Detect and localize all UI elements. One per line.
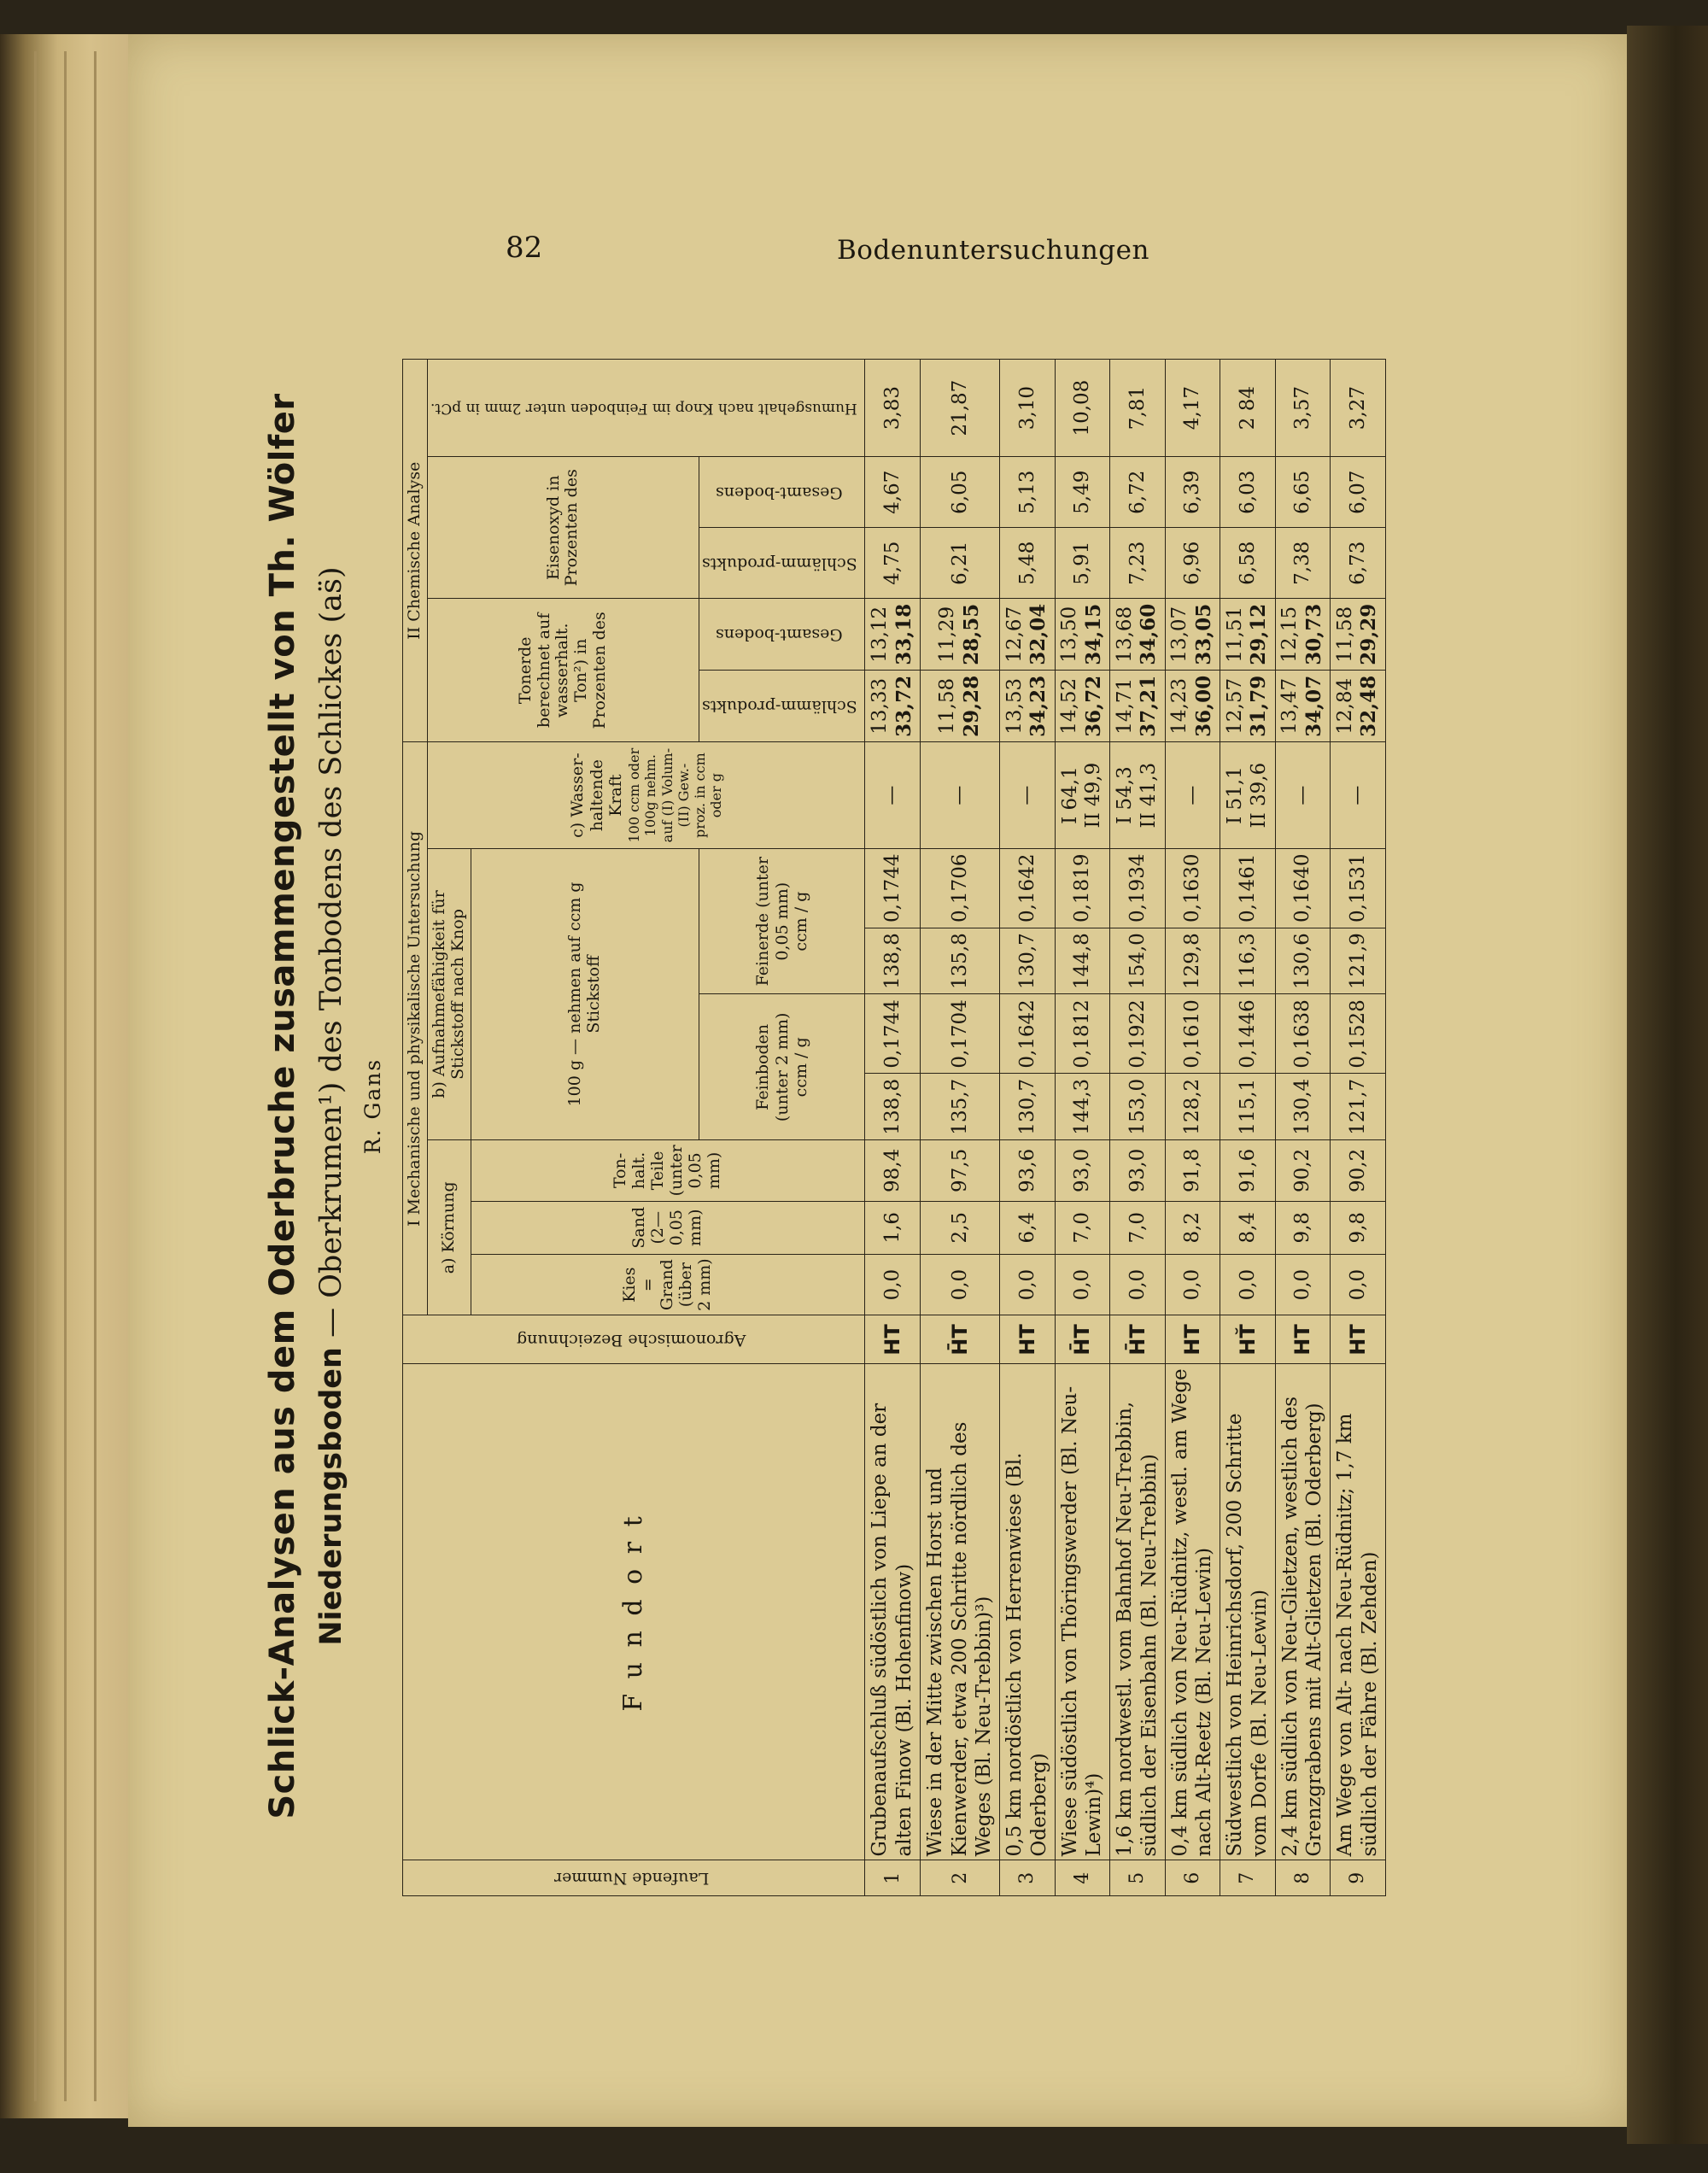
cell-eisen-gesamt: 6,72 xyxy=(1110,457,1166,528)
cell-fb-ccm: 138,8 xyxy=(865,1074,921,1140)
table-row xyxy=(865,360,921,1896)
tonerde-value: 12,57 xyxy=(1223,677,1246,735)
col-fundort: F u n d o r t xyxy=(403,1364,865,1860)
cell-tonerde-schlamm xyxy=(1165,671,1220,742)
wasser-gewicht: II 41,3 xyxy=(1137,762,1160,829)
table-row xyxy=(1331,360,1386,1896)
cell-tonerde-gesamt xyxy=(1275,599,1331,671)
cell-ton: 97,5 xyxy=(920,1140,999,1201)
cell-ton: 91,6 xyxy=(1220,1140,1276,1201)
cell-humus: 3,27 xyxy=(1331,360,1386,457)
cell-wasser xyxy=(1000,742,1056,849)
group-II-header: II Chemische Analyse xyxy=(403,360,428,742)
running-head: Bodenuntersuchungen xyxy=(837,235,1149,266)
cell-tonerde-schlamm xyxy=(1000,671,1056,742)
table-row xyxy=(1000,360,1056,1896)
tonerde-bold-value: 28,55 xyxy=(959,603,983,665)
page-edge-line xyxy=(34,51,37,2101)
cell-fb-g: 0,1812 xyxy=(1055,994,1110,1074)
author: R. Gans xyxy=(360,1057,385,1155)
tonerde-value: 13,53 xyxy=(1003,677,1026,735)
feinerde-header: Feinerde (unter 0,05 mm) ccm / g xyxy=(699,848,865,994)
cell-wasser xyxy=(865,742,921,849)
cell-fundort: Grubenaufschluß südöstlich von Liepe an der alten Finow (Bl. Hohenfinow) xyxy=(865,1364,921,1860)
cell-tonerde-gesamt xyxy=(865,599,921,671)
tonerde-bold-value: 32,04 xyxy=(1027,603,1050,665)
tonerde-value: 14,23 xyxy=(1168,677,1191,735)
cell-kies: 0,0 xyxy=(1110,1254,1166,1315)
tonerde-value: 11,51 xyxy=(1223,606,1246,663)
cell-fundort: Am Wege von Alt- nach Neu-Rüdnitz; 1,7 km südlich der Fähre (Bl. Zehden) xyxy=(1331,1364,1386,1860)
cell-tonerde-schlamm xyxy=(865,671,921,742)
cell-wasser xyxy=(1275,742,1331,849)
cell-sand: 9,8 xyxy=(1331,1201,1386,1254)
cell-eisen-schlamm: 6,58 xyxy=(1220,528,1276,599)
table-row xyxy=(1110,360,1166,1896)
table-row xyxy=(1055,360,1110,1896)
cell-wasser xyxy=(1331,742,1386,849)
cell-fe-ccm: 138,8 xyxy=(865,928,921,994)
cell-code: HT xyxy=(1331,1315,1386,1364)
cell-eisen-schlamm: 6,73 xyxy=(1331,528,1386,599)
cell-fb-ccm: 115,1 xyxy=(1220,1074,1276,1140)
cell-tonerde-schlamm xyxy=(1275,671,1331,742)
feinboden-header: Feinboden (unter 2 mm) ccm / g xyxy=(699,994,865,1140)
cell-eisen-schlamm: 6,96 xyxy=(1165,528,1220,599)
cell-n: 4 xyxy=(1055,1860,1110,1896)
eisen-schlamm-header: Schlämm-produkts xyxy=(699,528,865,599)
cell-tonerde-schlamm xyxy=(1220,671,1276,742)
b-aufnahme-header: b) Aufnahmefähigkeit für Stickstoff nach Knop xyxy=(427,848,471,1139)
wasser-volum: I 51,1 xyxy=(1224,766,1247,824)
tonerde-value: 12,84 xyxy=(1333,677,1356,735)
cell-fb-ccm: 130,4 xyxy=(1275,1074,1331,1140)
wasser-volum: — xyxy=(948,785,971,805)
tonerde-value: 11,58 xyxy=(936,677,958,735)
cell-tonerde-gesamt xyxy=(920,599,999,671)
col-laufende-nummer: Laufende Nummer xyxy=(403,1860,865,1896)
eisen-gesamt-header: Gesamt-bodens xyxy=(699,457,865,528)
cell-fb-ccm: 153,0 xyxy=(1110,1074,1166,1140)
table-row xyxy=(1220,360,1276,1896)
cell-kies: 0,0 xyxy=(1220,1254,1276,1315)
tonerde-value: 12,67 xyxy=(1003,606,1026,663)
cell-code: H̄T xyxy=(920,1315,999,1364)
cell-fundort: 0,5 km nordöstlich von Herrenwiese (Bl. Oderberg) xyxy=(1000,1364,1056,1860)
tonerde-value: 11,29 xyxy=(936,606,958,663)
cell-code: HT xyxy=(1165,1315,1220,1364)
cell-sand: 7,0 xyxy=(1055,1201,1110,1254)
cell-eisen-schlamm: 7,38 xyxy=(1275,528,1331,599)
cell-eisen-gesamt: 5,13 xyxy=(1000,457,1056,528)
wasser-gewicht: II 39,6 xyxy=(1247,762,1270,829)
kies-header: Kies = Grand (über 2 mm) xyxy=(471,1254,865,1315)
cell-tonerde-schlamm xyxy=(1331,671,1386,742)
wasser-volum: — xyxy=(1346,785,1369,805)
tonerde-bold-value: 29,28 xyxy=(959,675,983,737)
cell-code: HT xyxy=(1275,1315,1331,1364)
cell-fe-ccm: 144,8 xyxy=(1055,928,1110,994)
cell-fe-ccm: 116,3 xyxy=(1220,928,1276,994)
sand-header: Sand (2— 0,05 mm) xyxy=(471,1201,865,1254)
cell-kies: 0,0 xyxy=(1275,1254,1331,1315)
cell-fundort: Südwestlich von Heinrichsdorf, 200 Schritte vom Dorfe (Bl. Neu-Lewin) xyxy=(1220,1364,1276,1860)
cell-ton: 98,4 xyxy=(865,1140,921,1201)
cell-n: 8 xyxy=(1275,1860,1331,1896)
tonerde-bold-value: 34,23 xyxy=(1027,675,1050,737)
cell-kies: 0,0 xyxy=(865,1254,921,1315)
cell-humus: 7,81 xyxy=(1110,360,1166,457)
wasser-gewicht: II 49,9 xyxy=(1082,762,1105,829)
cell-humus: 3,83 xyxy=(865,360,921,457)
cell-fe-g: 0,1706 xyxy=(920,848,999,928)
table-row xyxy=(920,360,999,1896)
tonerde-gesamt-header: Gesamt-bodens xyxy=(699,599,865,671)
cell-sand: 1,6 xyxy=(865,1201,921,1254)
wasser-volum: — xyxy=(1290,785,1313,805)
cell-eisen-schlamm: 4,75 xyxy=(865,528,921,599)
tonerde-bold-value: 33,18 xyxy=(892,603,915,665)
cell-humus: 2 84 xyxy=(1220,360,1276,457)
tonerde-value: 11,58 xyxy=(1333,606,1356,663)
tonerde-bold-value: 34,07 xyxy=(1301,675,1325,737)
wasser-volum: I 54,3 xyxy=(1114,766,1137,824)
b-subheader: 100 g — nehmen auf ccm g Stickstoff xyxy=(471,848,699,1139)
cell-tonerde-schlamm xyxy=(920,671,999,742)
cell-fb-g: 0,1446 xyxy=(1220,994,1276,1074)
cell-fb-g: 0,1642 xyxy=(1000,994,1056,1074)
cell-kies: 0,0 xyxy=(1165,1254,1220,1315)
cell-fe-g: 0,1630 xyxy=(1165,848,1220,928)
cell-wasser xyxy=(1220,742,1276,849)
cell-wasser xyxy=(1055,742,1110,849)
cell-tonerde-gesamt xyxy=(1220,599,1276,671)
cell-ton: 90,2 xyxy=(1275,1140,1331,1201)
cell-fundort: 0,4 km südlich von Neu-Rüdnitz, westl. am Wege nach Alt-Reetz (Bl. Neu-Lewin) xyxy=(1165,1364,1220,1860)
tonerde-bold-value: 37,21 xyxy=(1137,675,1161,737)
cell-humus: 10,08 xyxy=(1055,360,1110,457)
cell-humus: 3,10 xyxy=(1000,360,1056,457)
wasser-volum: — xyxy=(1015,785,1038,805)
tonerde-value: 13,50 xyxy=(1058,606,1081,663)
table-subtitle xyxy=(314,316,348,1896)
cell-code: H̄T xyxy=(1055,1315,1110,1364)
tonerde-value: 14,52 xyxy=(1058,677,1081,735)
tonerde-bold-value: 34,15 xyxy=(1081,603,1105,665)
cell-kies: 0,0 xyxy=(1331,1254,1386,1315)
table-row xyxy=(1165,360,1220,1896)
cell-wasser xyxy=(1110,742,1166,849)
tonerde-bold-value: 33,05 xyxy=(1191,603,1215,665)
cell-fe-g: 0,1531 xyxy=(1331,848,1386,928)
cell-eisen-gesamt: 6,03 xyxy=(1220,457,1276,528)
cell-fe-g: 0,1819 xyxy=(1055,848,1110,928)
cell-tonerde-schlamm xyxy=(1055,671,1110,742)
cell-ton: 93,6 xyxy=(1000,1140,1056,1201)
cell-fb-g: 0,1744 xyxy=(865,994,921,1074)
page-edge-line xyxy=(94,51,97,2101)
cell-fb-g: 0,1922 xyxy=(1110,994,1166,1074)
cell-n: 7 xyxy=(1220,1860,1276,1896)
table-row xyxy=(1275,360,1331,1896)
cell-fe-ccm: 135,8 xyxy=(920,928,999,994)
col-agronomische: Agronomische Bezeichnung xyxy=(403,1315,865,1364)
cell-n: 5 xyxy=(1110,1860,1166,1896)
cell-wasser xyxy=(920,742,999,849)
cell-fb-g: 0,1638 xyxy=(1275,994,1331,1074)
tonerde-value: 13,47 xyxy=(1278,677,1301,735)
cell-fb-g: 0,1704 xyxy=(920,994,999,1074)
cell-n: 2 xyxy=(920,1860,999,1896)
cell-eisen-schlamm: 5,48 xyxy=(1000,528,1056,599)
tonerde-header: Tonerde berechnet auf wasserhalt. Ton²) in Prozenten des xyxy=(427,599,699,742)
cell-sand: 9,8 xyxy=(1275,1201,1331,1254)
cell-fb-ccm: 144,3 xyxy=(1055,1074,1110,1140)
tonerde-bold-value: 30,73 xyxy=(1301,603,1325,665)
tonerde-bold-value: 29,29 xyxy=(1357,603,1381,665)
cell-fe-g: 0,1461 xyxy=(1220,848,1276,928)
cell-wasser xyxy=(1165,742,1220,849)
cell-ton: 90,2 xyxy=(1331,1140,1386,1201)
cell-tonerde-gesamt xyxy=(1331,599,1386,671)
tonerde-schlamm-header: Schlämm-produkts xyxy=(699,671,865,742)
eisenoxyd-header: Eisenoxyd in Prozenten des xyxy=(427,457,699,599)
cell-humus: 21,87 xyxy=(920,360,999,457)
tonerde-bold-value: 29,12 xyxy=(1247,603,1271,665)
cell-fb-g: 0,1528 xyxy=(1331,994,1386,1074)
wasser-volum: — xyxy=(1180,785,1203,805)
cell-fb-ccm: 121,7 xyxy=(1331,1074,1386,1140)
cell-fundort: Wiese südöstlich von Thöringswerder (Bl. Neu-Lewin)⁴) xyxy=(1055,1364,1110,1860)
analysis-table xyxy=(402,359,1386,1896)
table-body xyxy=(865,360,1385,1896)
c-wasser-header: c) Wasser-haltende Kraft 100 ccm oder 100g nehm. auf (I) Volum- (II) Gew.- proz. in ccm oder g xyxy=(427,742,865,849)
cell-tonerde-schlamm xyxy=(1110,671,1166,742)
cell-fe-g: 0,1640 xyxy=(1275,848,1331,928)
tonerde-bold-value: 33,72 xyxy=(892,675,915,737)
cell-kies: 0,0 xyxy=(920,1254,999,1315)
tonerde-value: 13,07 xyxy=(1168,606,1191,663)
tonerde-bold-value: 31,79 xyxy=(1247,675,1271,737)
cell-ton: 91,8 xyxy=(1165,1140,1220,1201)
tonerde-bold-value: 36,72 xyxy=(1081,675,1105,737)
cell-eisen-gesamt: 5,49 xyxy=(1055,457,1110,528)
cell-fe-ccm: 154,0 xyxy=(1110,928,1166,994)
cell-n: 3 xyxy=(1000,1860,1056,1896)
cell-sand: 7,0 xyxy=(1110,1201,1166,1254)
wasser-volum: — xyxy=(880,785,904,805)
cell-fe-ccm: 129,8 xyxy=(1165,928,1220,994)
cell-sand: 2,5 xyxy=(920,1201,999,1254)
tonerde-value: 12,15 xyxy=(1278,606,1301,663)
cell-eisen-gesamt: 4,67 xyxy=(865,457,921,528)
cell-fe-g: 0,1642 xyxy=(1000,848,1056,928)
cell-fe-ccm: 130,7 xyxy=(1000,928,1056,994)
cell-tonerde-gesamt xyxy=(1165,599,1220,671)
cell-fb-g: 0,1610 xyxy=(1165,994,1220,1074)
cell-eisen-schlamm: 7,23 xyxy=(1110,528,1166,599)
cell-fb-ccm: 128,2 xyxy=(1165,1074,1220,1140)
cell-code: HT xyxy=(1000,1315,1056,1364)
cell-fundort: 1,6 km nordwestl. vom Bahnhof Neu-Trebbin, südlich der Eisenbahn (Bl. Neu-Trebbin) xyxy=(1110,1364,1166,1860)
cell-fe-g: 0,1934 xyxy=(1110,848,1166,928)
cell-tonerde-gesamt xyxy=(1055,599,1110,671)
rotated-table-block xyxy=(256,316,1520,1896)
cell-humus: 3,57 xyxy=(1275,360,1331,457)
cell-eisen-gesamt: 6,39 xyxy=(1165,457,1220,528)
tonerde-value: 13,68 xyxy=(1113,606,1136,663)
cell-n: 6 xyxy=(1165,1860,1220,1896)
cell-fundort: Wiese in der Mitte zwischen Horst und Kienwerder, etwa 200 Schritte nördlich des Weges (Bl. Neu-Trebbin)³) xyxy=(920,1364,999,1860)
page-number: 82 xyxy=(506,231,543,265)
a-koernung-header: a) Körnung xyxy=(427,1140,471,1315)
cell-eisen-gesamt: 6,05 xyxy=(920,457,999,528)
wasser-volum: I 64,1 xyxy=(1058,766,1081,824)
tonerde-bold-value: 34,60 xyxy=(1137,603,1161,665)
cell-fe-ccm: 130,6 xyxy=(1275,928,1331,994)
cell-eisen-gesamt: 6,07 xyxy=(1331,457,1386,528)
cell-kies: 0,0 xyxy=(1055,1254,1110,1315)
cell-code: HT xyxy=(865,1315,921,1364)
group-I-header: I Mechanische und physikalische Untersuchung xyxy=(403,742,428,1315)
cell-sand: 6,4 xyxy=(1000,1201,1056,1254)
cell-fundort: 2,4 km südlich von Neu-Glietzen, westlich des Grenzgrabens mit Alt-Glietzen (Bl. Oderberg) xyxy=(1275,1364,1331,1860)
cell-eisen-gesamt: 6,65 xyxy=(1275,457,1331,528)
cell-fb-ccm: 130,7 xyxy=(1000,1074,1056,1140)
cell-eisen-schlamm: 5,91 xyxy=(1055,528,1110,599)
cell-n: 1 xyxy=(865,1860,921,1896)
cell-sand: 8,2 xyxy=(1165,1201,1220,1254)
cell-n: 9 xyxy=(1331,1860,1386,1896)
cell-fe-g: 0,1744 xyxy=(865,848,921,928)
tonerde-value: 13,12 xyxy=(869,606,892,663)
cell-tonerde-gesamt xyxy=(1000,599,1056,671)
tonerde-value: 14,71 xyxy=(1113,677,1136,735)
cell-tonerde-gesamt xyxy=(1110,599,1166,671)
tonerde-bold-value: 36,00 xyxy=(1191,675,1215,737)
cell-humus: 4,17 xyxy=(1165,360,1220,457)
ton-header: Ton-halt. Teile (unter 0,05 mm) xyxy=(471,1140,865,1201)
cell-fe-ccm: 121,9 xyxy=(1331,928,1386,994)
cell-code: H̄T xyxy=(1110,1315,1166,1364)
cell-eisen-schlamm: 6,21 xyxy=(920,528,999,599)
subtitle-bold: Niederungsboden xyxy=(314,1347,348,1646)
cell-sand: 8,4 xyxy=(1220,1201,1276,1254)
subtitle-rest: — Oberkrumen¹) des Tonbodens des Schlickes (as̈) xyxy=(314,566,348,1338)
table-title: Schlick-Analysen aus dem Oderbruche zusammengestellt von Th. Wölfer xyxy=(263,393,302,1819)
cell-kies: 0,0 xyxy=(1000,1254,1056,1315)
cell-fb-ccm: 135,7 xyxy=(920,1074,999,1140)
cell-ton: 93,0 xyxy=(1055,1140,1110,1201)
cell-code: HT̆ xyxy=(1220,1315,1276,1364)
humus-header: Humusgehalt nach Knop im Feinboden unter 2mm in pCt. xyxy=(427,360,865,457)
tonerde-bold-value: 32,48 xyxy=(1357,675,1381,737)
tonerde-value: 13,33 xyxy=(869,677,892,735)
cell-ton: 93,0 xyxy=(1110,1140,1166,1201)
page-edge-line xyxy=(64,51,67,2101)
facing-page-edge xyxy=(1627,26,1708,2144)
